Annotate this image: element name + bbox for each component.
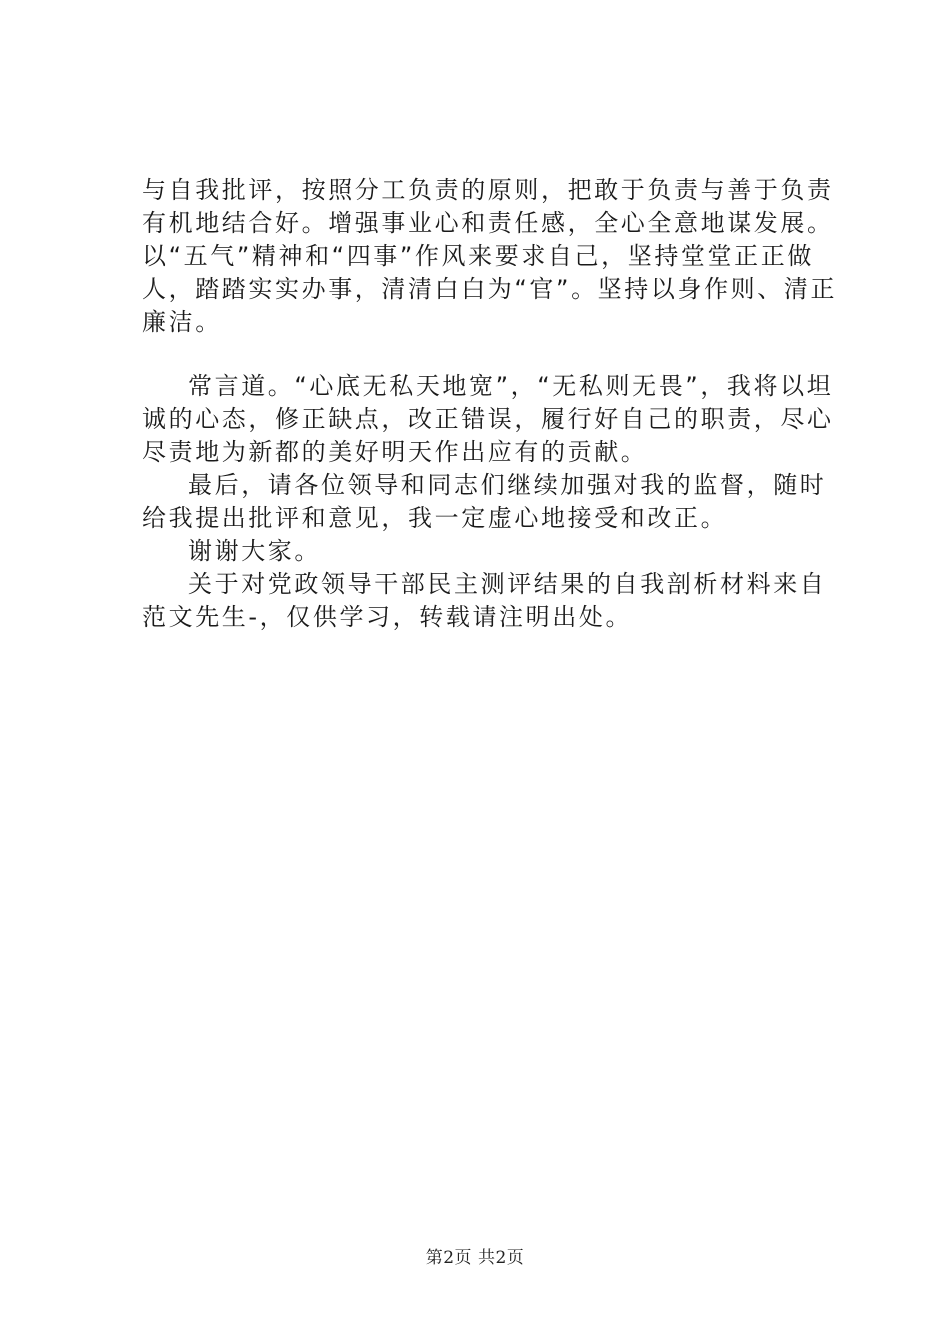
paragraph-thanks: 谢谢大家。: [188, 537, 321, 565]
document-body: [142, 174, 842, 634]
page-number-footer: 第2页 共2页: [425, 1248, 525, 1268]
paragraph-closing-request: 最后，请各位领导和同志们继续加强对我的监督，随时给我提出批评和意见，我一定虚心地接受和改正。: [142, 471, 827, 532]
paragraph-self-criticism: 与自我批评，按照分工负责的原则，把敢于负责与善于负责有机地结合好。增强事业心和责任感，全心全意地谋发展。以“五气”精神和“四事”作风来要求自己，坚持堂堂正正做人，踏踏实实办事，清清白白为“官”。坚持以身作则、清正廉洁。: [142, 176, 838, 336]
paragraph-source-note: 关于对党政领导干部民主测评结果的自我剖析材料来自范文先生-，仅供学习，转载请注明出处。: [142, 570, 827, 631]
paragraph-saying: 常言道。“心底无私天地宽”，“无私则无畏”，我将以坦诚的心态，修正缺点，改正错误，履行好自己的职责，尽心尽责地为新都的美好明天作出应有的贡献。: [142, 372, 834, 466]
